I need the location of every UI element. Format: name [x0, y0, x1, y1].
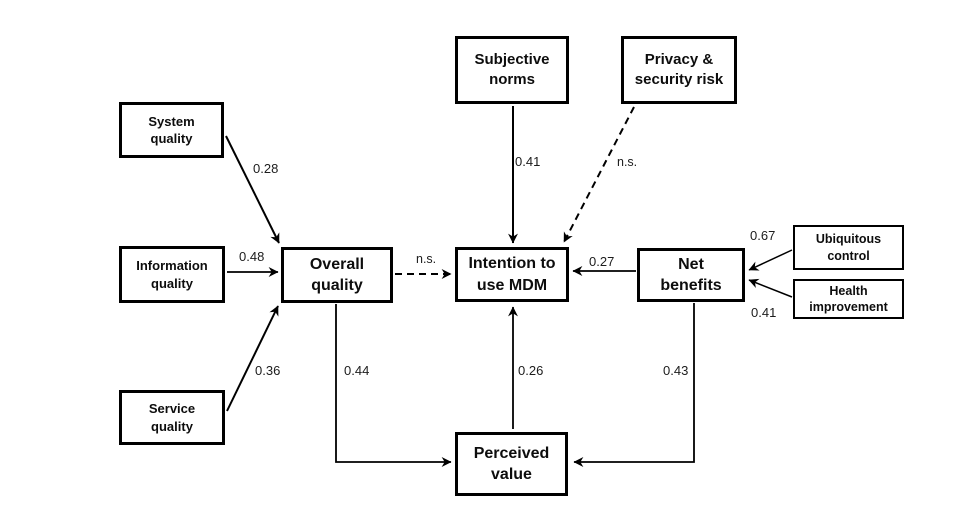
node-privacy-security-risk-line2: security risk [634, 71, 724, 88]
node-subjective-norms-line2: norms [489, 71, 535, 88]
coef-subjective-to-intention: 0.41 [515, 154, 541, 169]
coef-overall-to-perceived: 0.44 [344, 363, 370, 378]
coef-perceived-to-intention: 0.26 [518, 363, 544, 378]
arrow-privacy-to-intention-dashed [564, 107, 634, 242]
node-overall-quality [281, 247, 393, 303]
node-privacy-security-risk [621, 36, 737, 104]
node-health-improvement [793, 279, 904, 319]
node-health-improvement-line2: improvement [809, 300, 888, 314]
node-privacy-security-risk-line1: Privacy & [644, 51, 714, 69]
coef-system-to-overall: 0.28 [253, 161, 279, 176]
node-system-quality [119, 102, 224, 158]
coef-information-to-overall: 0.48 [239, 249, 265, 264]
coef-service-to-overall: 0.36 [255, 363, 281, 378]
coef-privacy-to-intention: n.s. [617, 155, 638, 169]
node-net-benefits-line1: Net [678, 255, 704, 273]
node-perceived-value-line2: value [491, 466, 532, 483]
node-system-quality-line2: quality [150, 131, 193, 146]
arrow-overall-to-perceived [336, 304, 451, 462]
arrow-health-to-netbenefits [749, 280, 792, 297]
node-subjective-norms-line1: Subjective [474, 51, 550, 69]
arrow-service-to-overall [227, 306, 281, 411]
node-subjective-norms [455, 36, 569, 104]
coef-ubiquitous-to-netbenefits: 0.67 [750, 228, 776, 243]
coef-overall-to-intention: n.s. [416, 252, 437, 266]
node-service-quality [119, 390, 225, 445]
node-net-benefits [637, 248, 745, 302]
node-information-quality-line1: Information [136, 258, 208, 274]
node-perceived-value [455, 432, 568, 496]
node-net-benefits-line2: benefits [660, 277, 722, 294]
node-system-quality-line1: System [148, 113, 195, 129]
node-intention-use-mdm-line1: Intention to [468, 255, 556, 273]
node-health-improvement-line1: Health [829, 283, 868, 298]
node-ubiquitous-control-line1: Ubiquitous [815, 232, 882, 247]
coef-netbenefits-to-perceived: 0.43 [663, 363, 689, 378]
arrow-ubiquitous-to-netbenefits [749, 250, 792, 270]
node-information-quality-line2: quality [151, 275, 193, 291]
arrow-system-to-overall [226, 136, 279, 243]
arrow-netbenefits-to-perceived [574, 303, 694, 462]
coef-health-to-netbenefits: 0.41 [751, 305, 777, 320]
node-ubiquitous-control [793, 225, 904, 270]
node-service-quality-line2: quality [151, 418, 193, 434]
node-overall-quality-line1: Overall [309, 255, 365, 273]
node-perceived-value-line1: Perceived [473, 444, 550, 462]
node-information-quality [119, 246, 225, 303]
node-overall-quality-line2: quality [311, 277, 363, 294]
node-service-quality-line1: Service [148, 401, 196, 417]
node-intention-use-mdm [455, 247, 569, 302]
node-intention-use-mdm-line2: use MDM [476, 276, 548, 294]
coef-netbenefits-to-intention: 0.27 [589, 254, 615, 269]
node-ubiquitous-control-line2: control [827, 248, 870, 263]
